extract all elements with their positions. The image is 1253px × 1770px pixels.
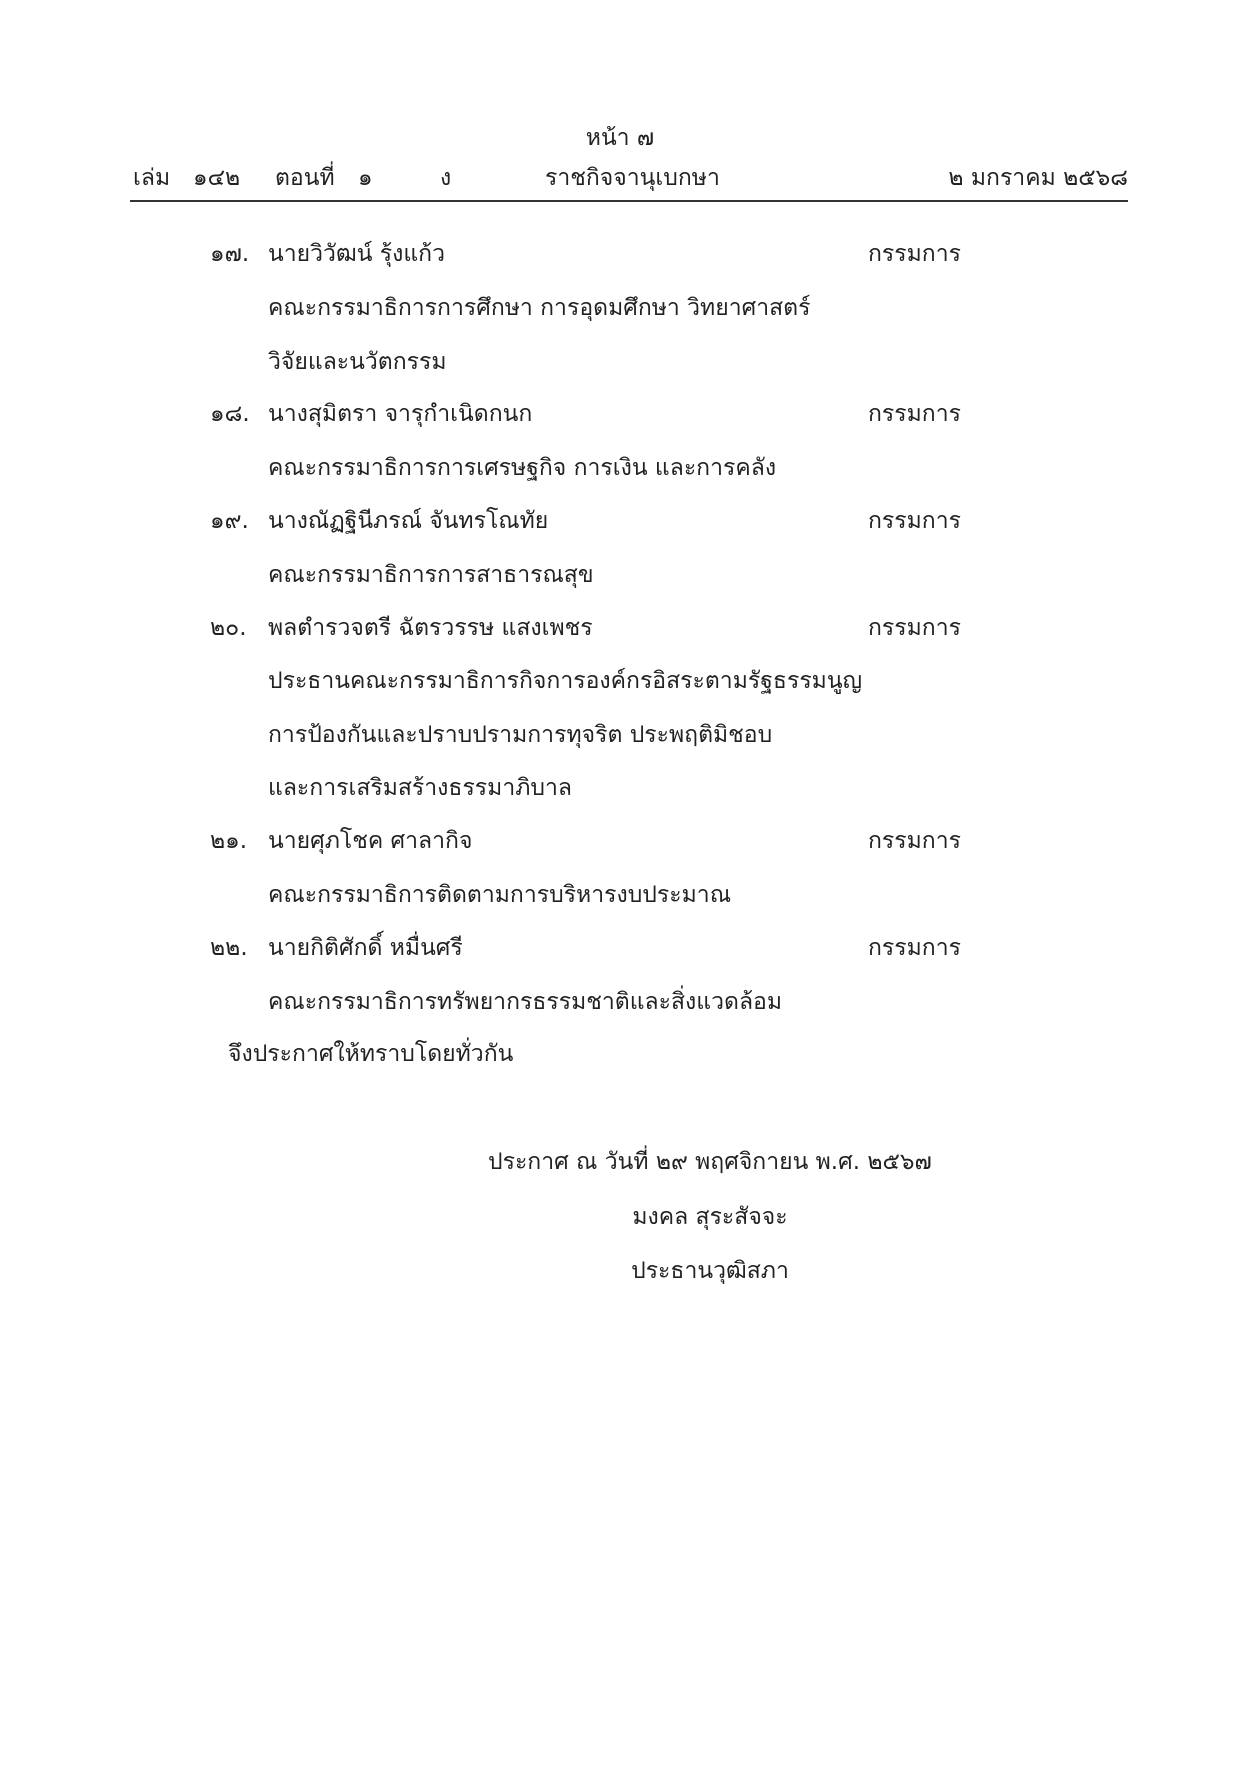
publication-title: ราชกิจจานุเบกษา xyxy=(545,165,720,191)
signer-title: ประธานวุฒิสภา xyxy=(631,1258,789,1284)
entry-number: ๑๙. xyxy=(210,508,249,534)
volume-number: ๑๔๒ xyxy=(193,165,241,191)
member-name: นางณัฏฐินีภรณ์ จันทรโณทัย xyxy=(268,508,549,534)
member-committee: คณะกรรมาธิการการศึกษา การอุดมศึกษา วิทยาศาสตร์ xyxy=(268,295,811,321)
member-role: กรรมการ xyxy=(868,508,961,534)
closing-statement: จึงประกาศให้ทราบโดยทั่วกัน xyxy=(228,1041,514,1067)
member-name: นายวิวัฒน์ รุ้งแก้ว xyxy=(268,241,446,267)
section-letter: ง xyxy=(440,165,452,191)
member-role: กรรมการ xyxy=(868,241,961,267)
member-committee: คณะกรรมาธิการทรัพยากรธรรมชาติและสิ่งแวดล้อม xyxy=(268,989,783,1015)
member-role: กรรมการ xyxy=(868,935,961,961)
volume-label: เล่ม xyxy=(133,165,171,191)
member-name: พลตำรวจตรี ฉัตรวรรษ แสงเพชร xyxy=(268,615,593,641)
member-committee: คณะกรรมาธิการการสาธารณสุข xyxy=(268,562,594,588)
member-role: กรรมการ xyxy=(868,615,961,641)
member-committee: คณะกรรมาธิการการเศรษฐกิจ การเงิน และการคลัง xyxy=(268,455,777,481)
entry-number: ๒๒. xyxy=(210,935,248,961)
header-divider xyxy=(130,200,1128,202)
member-name: นายศุภโชค ศาลากิจ xyxy=(268,828,473,854)
issue-number: ๑ xyxy=(358,165,373,191)
page-number: หน้า ๗ xyxy=(585,125,655,151)
member-role: กรรมการ xyxy=(868,401,961,427)
member-name: นางสุมิตรา จารุกำเนิดกนก xyxy=(268,401,533,427)
entry-number: ๒๐. xyxy=(210,615,247,641)
entry-number: ๑๗. xyxy=(210,241,250,267)
member-committee: ประธานคณะกรรมาธิการกิจการองค์กรอิสระตามรัฐธรรมนูญ xyxy=(268,668,863,694)
member-committee: การป้องกันและปราบปรามการทุจริต ประพฤติมิชอบ xyxy=(268,722,773,748)
announcement-date: ประกาศ ณ วันที่ ๒๙ พฤศจิกายน พ.ศ. ๒๕๖๗ xyxy=(488,1149,932,1175)
issue-label: ตอนที่ xyxy=(275,165,335,191)
member-committee: คณะกรรมาธิการติดตามการบริหารงบประมาณ xyxy=(268,882,732,908)
signer-name: มงคล สุระสัจจะ xyxy=(632,1204,788,1230)
member-committee: วิจัยและนวัตกรรม xyxy=(268,349,447,375)
entry-number: ๒๑. xyxy=(210,828,248,854)
publication-date: ๒ มกราคม ๒๕๖๘ xyxy=(948,165,1128,191)
member-committee: และการเสริมสร้างธรรมาภิบาล xyxy=(268,775,573,801)
entry-number: ๑๘. xyxy=(210,401,250,427)
member-name: นายกิติศักดิ์ หมื่นศรี xyxy=(268,935,463,961)
member-role: กรรมการ xyxy=(868,828,961,854)
